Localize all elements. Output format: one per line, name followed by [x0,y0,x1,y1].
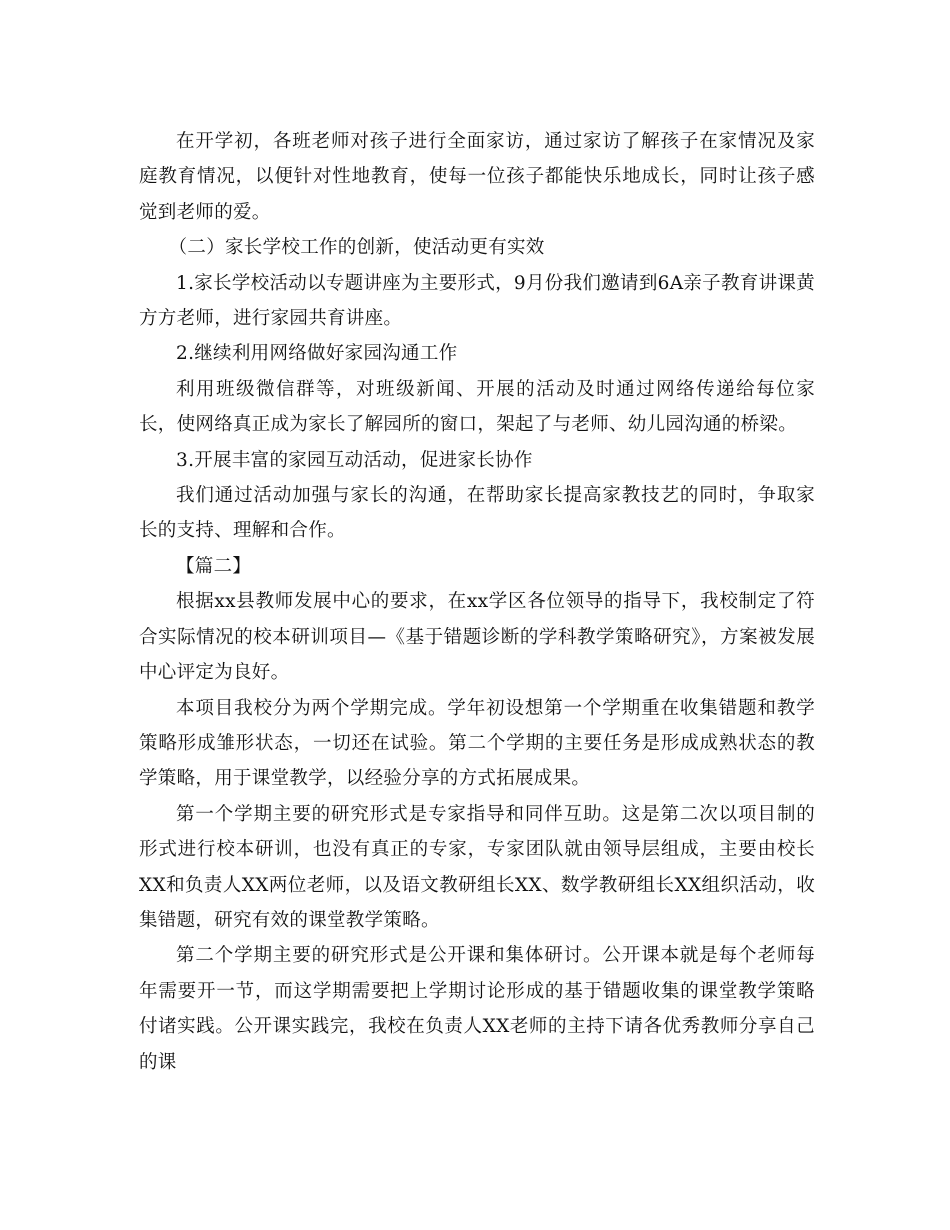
paragraph-first-semester: 第一个学期主要的研究形式是专家指导和同伴互助。这是第二次以项目制的形式进行校本研训，也没有真正的专家，专家团队就由领导层组成，主要由校长XX和负责人XX两位老师，以及语文教研组长XX、数学教研组长XX组织活动，收集错题，研究有效的课堂教学策略。 [139,803,815,931]
paragraph-home-visit: 在开学初，各班老师对孩子进行全面家访，通过家访了解孩子在家情况及家庭教育情况，以便针对性地教育，使每一位孩子都能快乐地成长，同时让孩子感觉到老师的爱。 [139,131,815,223]
paragraph-project-plan: 本项目我校分为两个学期完成。学年初设想第一个学期重在收集错题和教学策略形成雏形状态，一切还在试验。第二个学期的主要任务是形成成熟状态的教学策略，用于课堂教学，以经验分享的方式拓展成果。 [139,697,815,790]
paragraph-wechat: 利用班级微信群等，对班级新闻、开展的活动及时通过网络传递给每位家长，使网络真正成为家长了解园所的窗口，架起了与老师、幼儿园沟通的桥梁。 [139,378,815,436]
list-item-lectures: 1.家长学校活动以专题讲座为主要形式，9月份我们邀请到6A亲子教育讲课黄方方老师，进行家园共育讲座。 [139,272,815,330]
list-item-network: 2.继续利用网络做好家园沟通工作 [176,343,458,365]
paragraph-second-semester: 第二个学期主要的研究形式是公开课和集体研讨。公开课本就是每个老师每年需要开一节，而这学期需要把上学期讨论形成的基于错题收集的课堂教学策略付诸实践。公开课实践完，我校在负责人XX老师的主持下请各优秀教师分享自己的课 [139,945,815,1073]
paragraph-communication: 我们通过活动加强与家长的沟通，在帮助家长提高家教技艺的同时，争取家长的支持、理解和合作。 [139,485,815,542]
document-body [139,124,815,1080]
list-item-activities: 3.开展丰富的家园互动活动，促进家长协作 [176,449,533,471]
paragraph-project-intro: 根据xx县教师发展中心的要求，在xx学区各位领导的指导下，我校制定了符合实际情况的校本研训项目—《基于错题诊断的学科教学策略研究》，方案被发展中心评定为良好。 [139,591,815,684]
section-heading-parent-school: （二）家长学校工作的创新，使活动更有实效 [168,237,545,259]
section-heading-part-two: 【篇二】 [176,555,252,577]
